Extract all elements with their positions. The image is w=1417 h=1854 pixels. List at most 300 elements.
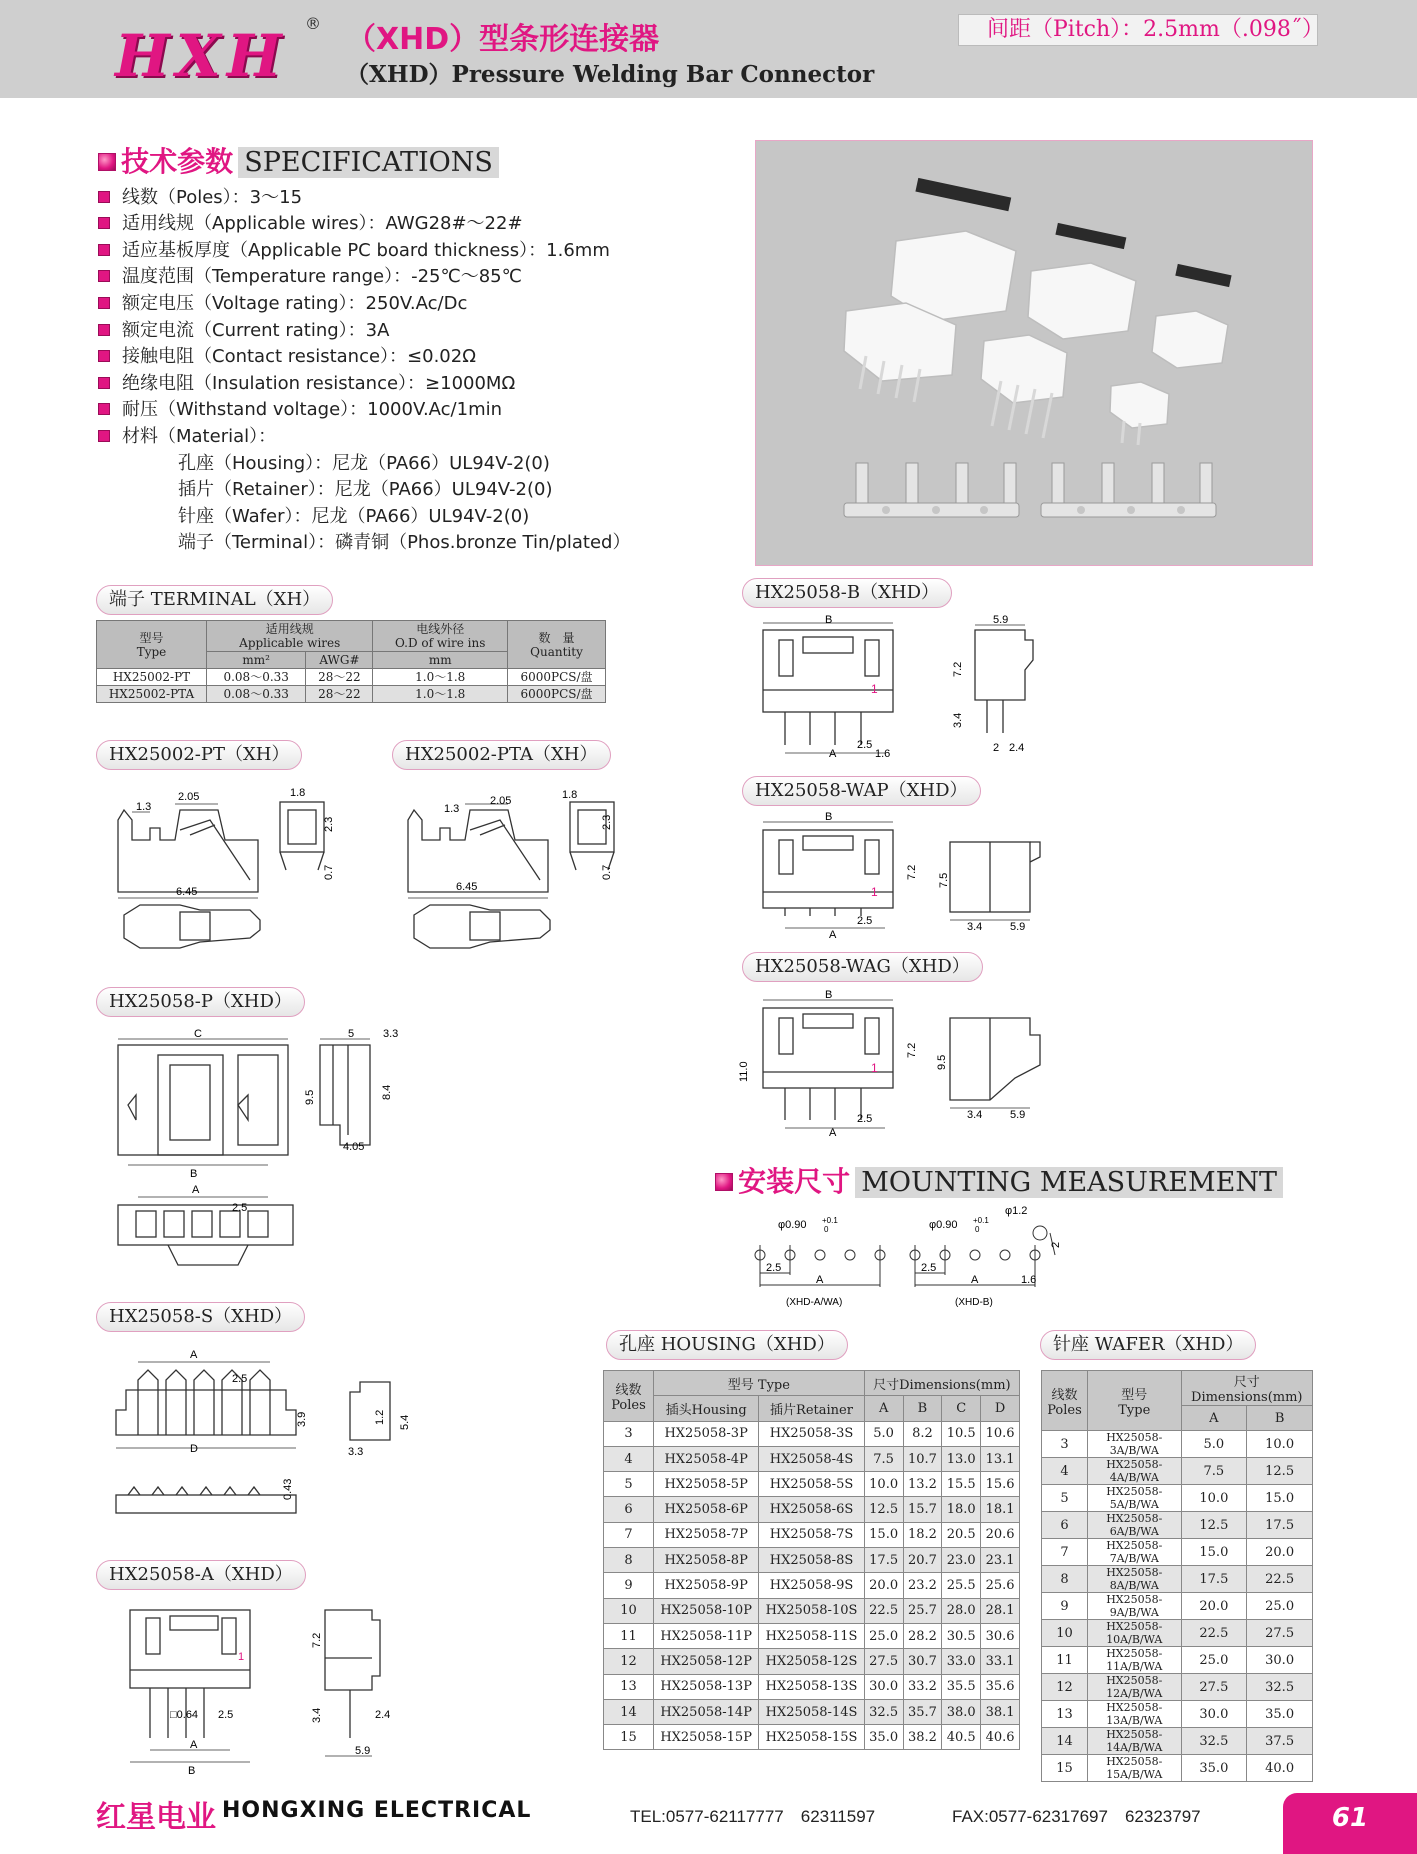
table-cell: HX25058-12S: [759, 1649, 864, 1674]
table-cell: 5: [1042, 1485, 1088, 1512]
dim-label: 7.2: [952, 661, 964, 677]
dim-label: 2: [1050, 1241, 1062, 1248]
table-cell: HX25058-4P: [654, 1446, 759, 1471]
mounting-title-en: MOUNTING MEASUREMENT: [855, 1167, 1283, 1198]
table-cell: 28.2: [903, 1623, 942, 1648]
dim-label: 1.2: [374, 1409, 386, 1425]
material-item: 孔座（Housing）：尼龙（PA66）UL94V-2(0): [178, 453, 550, 474]
table-cell: 10.6: [981, 1421, 1020, 1446]
dim-label: 2.5: [232, 1202, 248, 1214]
spec-item: 绝缘电阻（Insulation resistance）：≥1000MΩ: [98, 369, 515, 395]
dim-label: 9.5: [304, 1089, 316, 1105]
tolerance-up: +0.1: [822, 1216, 838, 1225]
table-cell: 12.5: [864, 1497, 903, 1522]
bullet-icon: [98, 430, 110, 442]
table-cell: 14: [1042, 1728, 1088, 1755]
col-mm2: mm²: [207, 652, 306, 669]
table-cell: 30.7: [903, 1649, 942, 1674]
footer-fax: FAX:0577-62317697 62323797: [952, 1807, 1201, 1826]
dim-label: 1.3: [136, 801, 152, 813]
table-row: [1042, 1485, 1313, 1512]
table-cell: 23.0: [942, 1548, 981, 1573]
table-cell: 37.5: [1247, 1728, 1313, 1755]
table-row: [1042, 1431, 1313, 1458]
dim-label: A: [829, 1127, 837, 1139]
table-cell: HX25058-11P: [654, 1623, 759, 1648]
pin1-marker: 1: [871, 885, 878, 899]
table-cell: 8.2: [903, 1421, 942, 1446]
spec-item: 额定电流（Current rating）：3A: [98, 316, 389, 342]
drawing-label-pt: HX25002-PT（XH）: [96, 740, 302, 770]
table-cell: 20.5: [942, 1522, 981, 1547]
table-cell: 25.0: [1181, 1647, 1247, 1674]
table-cell: 18.1: [981, 1497, 1020, 1522]
dim-label: 2.5: [232, 1373, 248, 1385]
material-item: 端子（Terminal）：磷青铜（Phos.bronze Tin/plated）: [178, 532, 631, 553]
col-b: B: [1247, 1406, 1313, 1431]
table-cell: HX25058-4S: [759, 1446, 864, 1471]
table-cell: HX25058-6S: [759, 1497, 864, 1522]
table-cell: 7: [604, 1522, 654, 1547]
col-type: 型号 Type: [97, 621, 207, 669]
table-cell: HX25058-13S: [759, 1674, 864, 1699]
table-cell: 8: [604, 1548, 654, 1573]
table-row: [1042, 1512, 1313, 1539]
spec-item: 适应基板厚度（Applicable PC board thickness）：1.6mm: [98, 236, 610, 262]
dim-label: 7.2: [906, 864, 918, 880]
spec-item: 额定电压（Voltage rating）：250V.Ac/Dc: [98, 289, 467, 315]
dim-label: A: [829, 748, 837, 760]
table-row: [604, 1649, 1020, 1674]
dim-label: 5.9: [1010, 1109, 1026, 1121]
dim-label: □0.64: [170, 1709, 199, 1721]
table-row: [604, 1548, 1020, 1573]
drawing-pta: [400, 780, 640, 950]
table-cell: HX25058-13P: [654, 1674, 759, 1699]
table-cell: 20.6: [981, 1522, 1020, 1547]
table-cell: 32.5: [1181, 1728, 1247, 1755]
table-cell: 10.0: [1247, 1431, 1313, 1458]
table-row: [1042, 1755, 1313, 1782]
mounting-right: [895, 1198, 1095, 1310]
specifications-heading: [98, 140, 499, 180]
table-cell: 32.5: [1247, 1674, 1313, 1701]
table-row: [1042, 1539, 1313, 1566]
table-cell: HX25058-15A/B/WA: [1088, 1755, 1182, 1782]
table-cell: 15.0: [1181, 1539, 1247, 1566]
table-cell: 10.0: [1181, 1485, 1247, 1512]
dim-label: 2.5: [857, 739, 873, 751]
table-cell: 20.0: [1247, 1539, 1313, 1566]
dim-label: A: [192, 1184, 200, 1196]
terminal-label: 端子 TERMINAL（XH）: [96, 585, 333, 615]
spec-item: 接触电阻（Contact resistance）：≤0.02Ω: [98, 342, 476, 368]
table-cell: 15: [1042, 1755, 1088, 1782]
table-cell: 30.0: [1181, 1701, 1247, 1728]
dim-label: 1.8: [290, 787, 306, 799]
table-cell: HX25058-15P: [654, 1725, 759, 1750]
dim-label: 2.05: [490, 795, 512, 807]
table-cell: HX25058-9P: [654, 1573, 759, 1598]
table-row: [1042, 1620, 1313, 1647]
table-cell: 5: [604, 1472, 654, 1497]
drawing-p: [108, 1025, 438, 1290]
dim-label: 2.5: [857, 1113, 873, 1125]
dim-label: 5.9: [993, 615, 1009, 626]
bullet-icon: [98, 217, 110, 229]
bullet-icon: [98, 270, 110, 282]
table-cell: HX25058-8P: [654, 1548, 759, 1573]
caption: (XHD-A/WA): [786, 1297, 843, 1308]
drawing-label-pta: HX25002-PTA（XH）: [392, 740, 611, 770]
tolerance-down: 0: [975, 1225, 980, 1234]
dim-label: 2.5: [857, 915, 873, 927]
table-cell: 22.5: [1247, 1566, 1313, 1593]
dim-label: 0.7: [601, 864, 613, 880]
dim-label: 6.45: [456, 881, 478, 893]
dim-label: 1.3: [444, 803, 460, 815]
hole-diameter: φ0.90: [778, 1219, 807, 1231]
dim-label: B: [825, 812, 833, 823]
table-cell: HX25058-14A/B/WA: [1088, 1728, 1182, 1755]
dim-label: 5.9: [1010, 921, 1026, 933]
table-cell: 7.5: [864, 1446, 903, 1471]
col-od: 电线外径 O.D of wire ins: [373, 621, 508, 652]
tolerance-up: +0.1: [973, 1216, 989, 1225]
dim-label: A: [190, 1739, 198, 1751]
dim-label: 3.4: [311, 1707, 323, 1723]
brand-logo: HXH: [115, 22, 288, 90]
page-number: 61: [1283, 1793, 1417, 1854]
dim-label: 1.8: [562, 789, 578, 801]
dim-label: B: [190, 1168, 198, 1180]
tolerance-down: 0: [824, 1225, 829, 1234]
table-cell: 35.6: [981, 1674, 1020, 1699]
dim-label: 7.2: [311, 1632, 323, 1648]
housing-rows: [604, 1421, 1020, 1750]
bullet-icon: [98, 244, 110, 256]
table-cell: HX25058-13A/B/WA: [1088, 1701, 1182, 1728]
table-cell: HX25058-4A/B/WA: [1088, 1458, 1182, 1485]
dim-label: B: [825, 990, 833, 1001]
table-row: [604, 1472, 1020, 1497]
table-cell: 30.0: [1247, 1647, 1313, 1674]
dim-label: 3.4: [967, 1109, 983, 1121]
table-cell: 4: [604, 1446, 654, 1471]
dim-label: B: [825, 615, 833, 626]
table-cell: HX25058-10S: [759, 1598, 864, 1623]
title-english: （XHD）Pressure Welding Bar Connector: [346, 61, 875, 88]
drawing-label-wag: HX25058-WAG（XHD）: [742, 952, 983, 982]
table-cell: 10.5: [942, 1421, 981, 1446]
spec-item: 耐压（Withstand voltage）：1000V.Ac/1min: [98, 395, 502, 421]
section-bullet-icon: [715, 1173, 733, 1191]
table-cell: HX25058-9S: [759, 1573, 864, 1598]
table-cell: 4: [1042, 1458, 1088, 1485]
table-cell: 3: [604, 1421, 654, 1446]
dim-label: B: [188, 1765, 196, 1777]
drawing-label-p: HX25058-P（XHD）: [96, 987, 305, 1017]
table-cell: 23.1: [981, 1548, 1020, 1573]
section-bullet-icon: [98, 153, 116, 171]
col-retainer: 插片Retainer: [759, 1396, 864, 1421]
table-row: [604, 1497, 1020, 1522]
dim-label: 5: [348, 1028, 355, 1040]
table-cell: 8: [1042, 1566, 1088, 1593]
drawing-wag: [735, 990, 1075, 1140]
table-row: [604, 1699, 1020, 1724]
dim-label: 2.05: [178, 791, 200, 803]
table-cell: 30.5: [942, 1623, 981, 1648]
table-cell: HX25058-15S: [759, 1725, 864, 1750]
dim-label: 9.5: [936, 1054, 948, 1070]
table-cell: 10: [1042, 1620, 1088, 1647]
table-cell: HX25058-9A/B/WA: [1088, 1593, 1182, 1620]
dim-label: 5.9: [355, 1745, 371, 1757]
table-cell: HX25058-14S: [759, 1699, 864, 1724]
hole-diameter: φ0.90: [929, 1219, 958, 1231]
drawing-b: [755, 615, 1075, 770]
dim-label: 3.4: [952, 712, 964, 728]
col-a: A: [864, 1396, 903, 1421]
col-plug: 插头Housing: [654, 1396, 759, 1421]
table-cell: 13.0: [942, 1446, 981, 1471]
table-cell: 40.0: [1247, 1755, 1313, 1782]
table-cell: 15.0: [1247, 1485, 1313, 1512]
table-row: [1042, 1701, 1313, 1728]
bullet-icon: [98, 297, 110, 309]
table-cell: 25.0: [1247, 1593, 1313, 1620]
col-poles: 线数 Poles: [604, 1371, 654, 1422]
dim-label: C: [194, 1028, 202, 1040]
dim-label: 3.3: [348, 1446, 364, 1458]
table-cell: 25.5: [942, 1573, 981, 1598]
table-cell: HX25058-6P: [654, 1497, 759, 1522]
table-cell: 35.7: [903, 1699, 942, 1724]
table-cell: 28.1: [981, 1598, 1020, 1623]
peg-diameter: φ1.2: [1005, 1205, 1028, 1217]
table-cell: 25.6: [981, 1573, 1020, 1598]
col-qty: 数 量 Quantity: [508, 621, 606, 669]
table-cell: 17.5: [864, 1548, 903, 1573]
bullet-icon: [98, 324, 110, 336]
table-cell: 15: [604, 1725, 654, 1750]
pin1-marker: 1: [871, 1061, 878, 1075]
table-cell: 15.7: [903, 1497, 942, 1522]
table-cell: HX25058-12P: [654, 1649, 759, 1674]
dim-label: 7.5: [938, 872, 950, 888]
table-cell: 33.0: [942, 1649, 981, 1674]
table-cell: 20.7: [903, 1548, 942, 1573]
table-cell: 33.1: [981, 1649, 1020, 1674]
dim-label: 1.6: [875, 748, 891, 760]
spec-item: 线数（Poles）：3～15: [98, 183, 302, 209]
table-cell: 13: [604, 1674, 654, 1699]
drawing-s: [108, 1340, 438, 1525]
drawing-label-a: HX25058-A（XHD）: [96, 1560, 306, 1590]
footer-company-en: HONGXING ELECTRICAL: [222, 1798, 532, 1823]
col-a: A: [1181, 1406, 1247, 1431]
dim-label: 2: [993, 742, 1000, 754]
footer-company-zh: 红星电业: [96, 1800, 216, 1835]
bullet-icon: [98, 403, 110, 415]
spec-item: 适用线规（Applicable wires）：AWG28#～22#: [98, 209, 523, 235]
specifications-title-zh: 技术参数: [121, 145, 234, 178]
table-cell: HX25058-7P: [654, 1522, 759, 1547]
table-cell: 35.0: [864, 1725, 903, 1750]
table-cell: 28.0: [942, 1598, 981, 1623]
table-cell: 6: [604, 1497, 654, 1522]
table-cell: HX25058-5P: [654, 1472, 759, 1497]
table-cell: HX25058-14P: [654, 1699, 759, 1724]
table-cell: HX25058-12A/B/WA: [1088, 1674, 1182, 1701]
table-cell: 38.0: [942, 1699, 981, 1724]
table-cell: 18.2: [903, 1522, 942, 1547]
table-cell: 15.0: [864, 1522, 903, 1547]
table-cell: 10: [604, 1598, 654, 1623]
table-cell: 40.5: [942, 1725, 981, 1750]
table-cell: 17.5: [1181, 1566, 1247, 1593]
housing-table: [603, 1370, 1020, 1750]
dim-label: 0.43: [282, 1478, 294, 1500]
table-cell: 7: [1042, 1539, 1088, 1566]
dim-label: 8.4: [381, 1084, 393, 1100]
table-cell: 30.0: [864, 1674, 903, 1699]
bullet-icon: [98, 377, 110, 389]
table-cell: 20.0: [1181, 1593, 1247, 1620]
drawing-label-b: HX25058-B（XHD）: [742, 578, 952, 608]
table-cell: HX25058-11A/B/WA: [1088, 1647, 1182, 1674]
table-cell: 12: [604, 1649, 654, 1674]
drawing-a: [110, 1598, 430, 1778]
dim-label: 11.0: [738, 1061, 750, 1082]
dim-label: 1.6: [1021, 1274, 1037, 1286]
table-cell: HX25058-6A/B/WA: [1088, 1512, 1182, 1539]
caption: (XHD-B): [955, 1297, 993, 1308]
table-cell: 13.1: [981, 1446, 1020, 1471]
bullet-icon: [98, 191, 110, 203]
table-cell: HX25058-8A/B/WA: [1088, 1566, 1182, 1593]
dim-label: D: [190, 1443, 198, 1455]
table-cell: 32.5: [864, 1699, 903, 1724]
product-photo: [755, 140, 1313, 566]
dim-label: 2.5: [218, 1709, 234, 1721]
bullet-icon: [98, 350, 110, 362]
table-cell: 22.5: [1181, 1620, 1247, 1647]
table-cell: HX25058-7A/B/WA: [1088, 1539, 1182, 1566]
col-type: 型号 Type: [654, 1371, 865, 1396]
table-cell: HX25058-10A/B/WA: [1088, 1620, 1182, 1647]
page-header: [0, 0, 1417, 98]
table-row: [604, 1573, 1020, 1598]
table-cell: 13.2: [903, 1472, 942, 1497]
drawing-label-wap: HX25058-WAP（XHD）: [742, 776, 981, 806]
pin1-marker: 1: [238, 1651, 245, 1663]
col-awg: AWG#: [306, 652, 373, 669]
table-row: [1042, 1647, 1313, 1674]
dim-label: 5.4: [399, 1414, 411, 1430]
table-cell: 30.6: [981, 1623, 1020, 1648]
table-cell: 10.7: [903, 1446, 942, 1471]
drawing-pt: [110, 780, 350, 950]
table-cell: HX25058-3A/B/WA: [1088, 1431, 1182, 1458]
table-cell: HX25058-5A/B/WA: [1088, 1485, 1182, 1512]
col-poles: 线数 Poles: [1042, 1371, 1088, 1431]
table-row: [1042, 1674, 1313, 1701]
col-dims: 尺寸Dimensions(mm): [864, 1371, 1019, 1396]
table-cell: 35.0: [1247, 1701, 1313, 1728]
table-cell: 14: [604, 1699, 654, 1724]
col-c: C: [942, 1396, 981, 1421]
terminal-table: [96, 620, 606, 703]
table-row: [1042, 1566, 1313, 1593]
col-mm: mm: [373, 652, 508, 669]
table-row: [604, 1522, 1020, 1547]
table-cell: 23.2: [903, 1573, 942, 1598]
table-cell: 11: [604, 1623, 654, 1648]
table-cell: 5.0: [1181, 1431, 1247, 1458]
table-row: [604, 1446, 1020, 1471]
table-cell: 6: [1042, 1512, 1088, 1539]
table-cell: 15.6: [981, 1472, 1020, 1497]
table-cell: 10.0: [864, 1472, 903, 1497]
table-cell: 18.0: [942, 1497, 981, 1522]
table-cell: 5.0: [864, 1421, 903, 1446]
col-d: D: [981, 1396, 1020, 1421]
table-cell: 15.5: [942, 1472, 981, 1497]
table-cell: HX25058-3P: [654, 1421, 759, 1446]
table-cell: 12: [1042, 1674, 1088, 1701]
dim-label: 2.4: [375, 1709, 391, 1721]
table-row: [1042, 1458, 1313, 1485]
table-cell: 33.2: [903, 1674, 942, 1699]
table-cell: 3: [1042, 1431, 1088, 1458]
table-row: [604, 1421, 1020, 1446]
spec-item: 材料（Material）：: [98, 422, 276, 448]
table-cell: 38.1: [981, 1699, 1020, 1724]
dim-label: 2.3: [323, 816, 335, 832]
table-cell: 25.7: [903, 1598, 942, 1623]
table-cell: HX25058-10P: [654, 1598, 759, 1623]
col-type: 型号 Type: [1088, 1371, 1182, 1431]
registered-mark: ®: [305, 14, 321, 33]
wafer-label: 针座 WAFER（XHD）: [1040, 1330, 1256, 1360]
table-row: [604, 1598, 1020, 1623]
table-cell: 11: [1042, 1647, 1088, 1674]
table-cell: HX25058-8S: [759, 1548, 864, 1573]
table-cell: 7.5: [1181, 1458, 1247, 1485]
dim-label: A: [816, 1274, 824, 1286]
table-cell: HX25058-5S: [759, 1472, 864, 1497]
table-cell: 22.5: [864, 1598, 903, 1623]
dim-label: 2.3: [601, 814, 613, 830]
table-row: [1042, 1728, 1313, 1755]
dim-label: 7.2: [906, 1042, 918, 1058]
wafer-rows: [1042, 1431, 1313, 1782]
pitch-badge: 间距（Pitch）：2.5mm（.098˝）: [958, 14, 1318, 46]
table-cell: 35.0: [1181, 1755, 1247, 1782]
table-cell: 17.5: [1247, 1512, 1313, 1539]
specifications-title-en: SPECIFICATIONS: [238, 147, 499, 178]
dim-label: 0.7: [323, 864, 335, 880]
dim-label: 2.5: [766, 1262, 782, 1274]
table-cell: 20.0: [864, 1573, 903, 1598]
dim-label: 3.4: [967, 921, 983, 933]
footer-telephone: TEL:0577-62117777 62311597: [630, 1807, 876, 1826]
table-cell: 27.5: [1247, 1620, 1313, 1647]
dim-label: 3.9: [296, 1411, 308, 1427]
dim-label: A: [190, 1349, 198, 1361]
